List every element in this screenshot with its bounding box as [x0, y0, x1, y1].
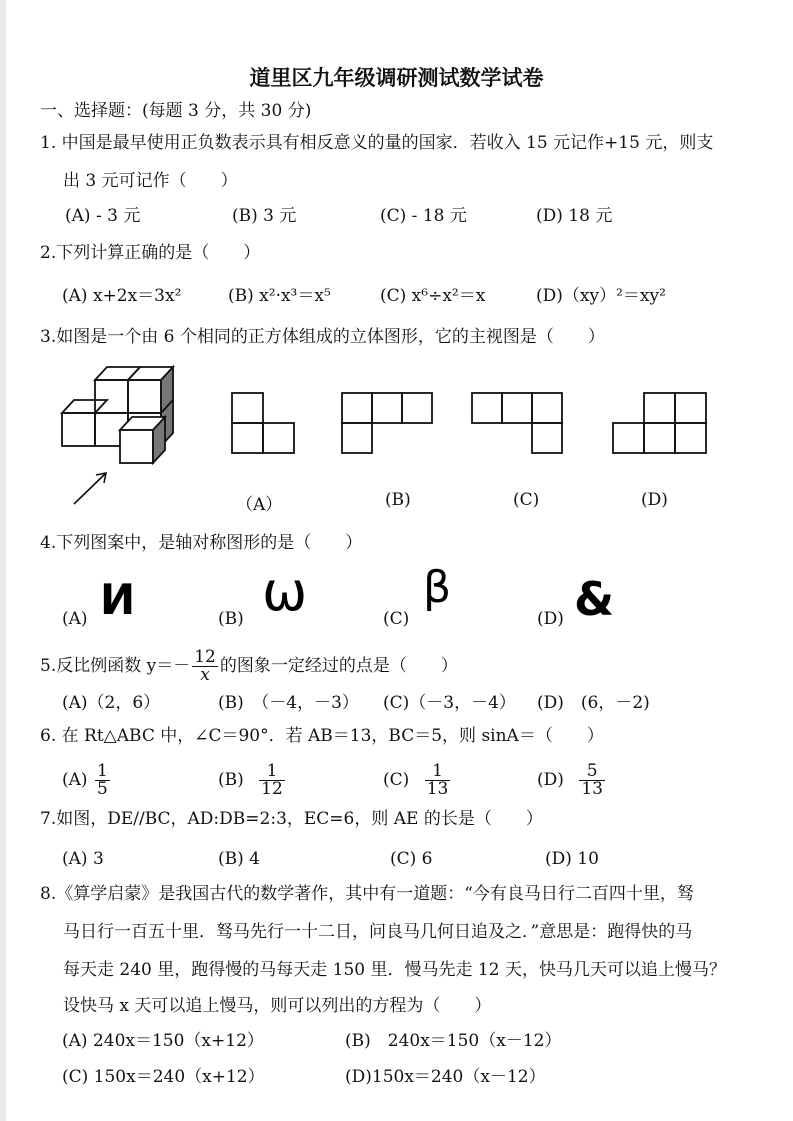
q7-option-d[interactable]: (D) 10 [545, 849, 599, 869]
q6-d-numerator: 5 [579, 763, 605, 781]
q8-stem-line2: 马日行一百五十里．驽马先行一十二日，问良马几何日追及之．”意思是：跑得快的马 [63, 922, 693, 942]
q3-label-b[interactable]: (B) [385, 490, 411, 510]
q2-option-d[interactable]: (D)（xy）²＝xy² [536, 286, 666, 306]
q1-stem-line2: 出 3 元可记作（ ） [63, 171, 238, 191]
q4-symbol-b: ω [262, 560, 308, 623]
q3-label-c[interactable]: (C) [513, 490, 540, 510]
q4-symbol-c: β [423, 562, 452, 613]
q6-a-numerator: 1 [96, 761, 108, 781]
q5-option-c[interactable]: (C)（－3，－4） [383, 693, 516, 713]
q6-c-numerator: 1 [425, 763, 451, 781]
q5-option-a[interactable]: (A)（2，6） [62, 693, 161, 713]
q3-figure-b [342, 393, 432, 453]
q7-option-c[interactable]: (C) 6 [390, 849, 433, 869]
q6-c-denominator: 13 [426, 779, 449, 799]
q4-option-c-label[interactable]: (C) [383, 609, 410, 629]
q6-option-b[interactable] [218, 760, 287, 800]
q6-option-d-label: (D) [537, 770, 564, 790]
q1-option-a[interactable]: (A) - 3 元 [65, 206, 141, 226]
q6-option-a-label: (A) [62, 770, 88, 790]
q3-stem: 3.如图是一个由 6 个相同的正方体组成的立体图形，它的主视图是（ ） [40, 327, 605, 347]
q6-option-d[interactable] [537, 760, 607, 800]
q6-option-c-fraction [425, 763, 451, 798]
q8-option-c[interactable]: (C) 150x＝240（x+12） [62, 1067, 265, 1087]
section-heading: 一、选择题：(每题 3 分，共 30 分) [40, 101, 312, 121]
q5-stem [40, 646, 458, 686]
q4-option-b-label[interactable]: (B) [218, 609, 244, 629]
q5-fraction-denominator: x [200, 665, 210, 685]
q4-option-d-label[interactable]: (D) [537, 609, 564, 629]
q7-option-b[interactable]: (B) 4 [218, 849, 260, 869]
q3-figure-d [613, 393, 706, 453]
q3-label-a[interactable]: （A） [236, 495, 283, 515]
q6-option-b-fraction [259, 763, 285, 798]
q2-option-a[interactable]: (A) x+2x＝3x² [62, 286, 182, 306]
page-title: 道里区九年级调研测试数学试卷 [249, 65, 544, 90]
q3-3d-solid [62, 367, 173, 463]
q2-option-b[interactable]: (B) x²·x³＝x⁵ [228, 286, 331, 306]
q8-stem-line4: 设快马 x 天可以追上慢马，则可以列出的方程为（ ） [63, 996, 492, 1016]
q4-option-a-label[interactable]: (A) [62, 609, 88, 629]
q5-option-b[interactable]: (B) （－4，－3） [218, 693, 359, 713]
q7-option-a[interactable]: (A) 3 [62, 849, 104, 869]
q6-option-d-fraction [579, 763, 605, 798]
q6-option-c-label: (C) [383, 770, 410, 790]
q8-stem-line1: 8.《算学启蒙》是我国古代的数学著作，其中有一道题：“今有良马日行二百四十里，驽 [40, 884, 694, 904]
q5-stem-suffix: 的图象一定经过的点是（ ） [219, 656, 458, 676]
q1-option-c[interactable]: (C) - 18 元 [380, 206, 467, 226]
q6-option-c[interactable] [383, 760, 452, 800]
q7-stem: 7.如图，DE//BC，AD:DB=2:3，EC=6，则 AE 的长是（ ） [40, 809, 543, 829]
q6-a-denominator: 5 [96, 779, 108, 799]
q1-option-b[interactable]: (B) 3 元 [232, 206, 297, 226]
q4-symbol-a: И [100, 575, 136, 624]
q3-figure-c [472, 393, 562, 453]
page-left-edge [0, 0, 6, 1121]
q4-symbol-d: & [574, 572, 615, 626]
q8-stem-line3: 每天走 240 里，跑得慢的马每天走 150 里．慢马先走 12 天，快马几天可以追上慢马？ [63, 960, 726, 980]
q4-stem: 4.下列图案中，是轴对称图形的是（ ） [40, 533, 363, 553]
q6-d-denominator: 13 [581, 779, 603, 799]
q5-stem-prefix: 5.反比例函数 y＝－ [40, 656, 191, 676]
q6-b-denominator: 12 [261, 779, 283, 799]
q6-option-b-label: (B) [218, 770, 244, 790]
q8-option-b[interactable]: (B) 240x＝150（x－12） [345, 1031, 562, 1051]
q5-fraction [192, 649, 218, 684]
q1-stem-line1: 1. 中国是最早使用正负数表示具有相反意义的量的国家．若收入 15 元记作+15 元，则支 [40, 133, 714, 153]
q2-option-c[interactable]: (C) x⁶÷x²＝x [380, 286, 486, 306]
q8-option-a[interactable]: (A) 240x＝150（x+12） [62, 1031, 264, 1051]
q3-label-d[interactable]: (D) [641, 490, 668, 510]
q6-option-a-fraction [95, 763, 110, 798]
q6-stem: 6. 在 Rt△ABC 中，∠C＝90°．若 AB＝13，BC＝5，则 sinA＝（ ） [40, 726, 604, 746]
q8-option-d[interactable]: (D)150x＝240（x－12） [345, 1067, 546, 1087]
q6-b-numerator: 1 [259, 763, 285, 781]
q2-stem: 2.下列计算正确的是（ ） [40, 243, 261, 263]
q3-view-arrow-icon [74, 473, 106, 504]
q1-option-d[interactable]: (D) 18 元 [536, 206, 613, 226]
q5-option-d[interactable]: (D) (6，－2) [537, 693, 650, 713]
q5-fraction-numerator: 12 [194, 647, 216, 667]
q3-figure-a [232, 393, 294, 453]
q6-option-a[interactable] [62, 760, 112, 800]
